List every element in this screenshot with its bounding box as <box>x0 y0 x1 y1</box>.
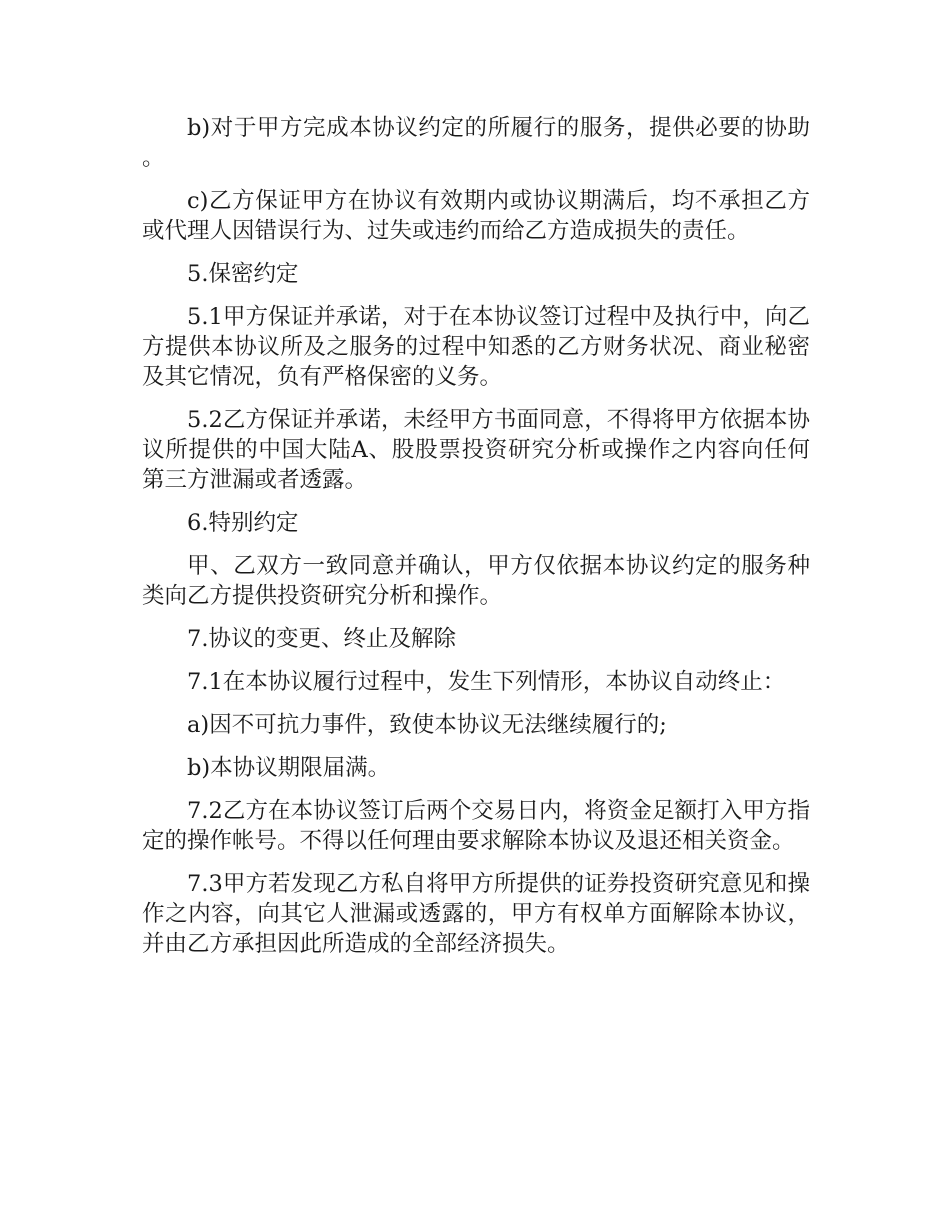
paragraph-7-2: 7.2乙方在本协议签订后两个交易日内，将资金足额打入甲方指定的操作帐号。不得以任何理由要求解除本协议及退还相关资金。 <box>142 798 810 854</box>
section-heading-confidentiality: 5.保密约定 <box>187 261 299 287</box>
section-heading-special-agreement: 6.特别约定 <box>187 510 299 536</box>
paragraph-5-2: 5.2乙方保证并承诺，未经甲方书面同意，不得将甲方依据本协议所提供的中国大陆A、股股票投资研究分析或操作之内容向任何第三方泄漏或者透露。 <box>142 407 810 493</box>
paragraph-7-1: 7.1在本协议履行过程中，发生下列情形，本协议自动终止： <box>187 669 786 695</box>
section-heading-change-termination: 7.协议的变更、终止及解除 <box>187 626 456 652</box>
paragraph-special-agreement: 甲、乙双方一致同意并确认，甲方仅依据本协议约定的服务种类向乙方提供投资研究分析和操作。 <box>142 553 810 609</box>
paragraph-7-1-b: b)本协议期限届满。 <box>187 755 391 781</box>
document-body <box>142 113 810 972</box>
paragraph-7-1-a: a)因不可抗力事件，致使本协议无法继续履行的; <box>187 712 667 738</box>
paragraph-c-liability: c)乙方保证甲方在协议有效期内或协议期满后，均不承担乙方或代理人因错误行为、过失或违约而给乙方造成损失的责任。 <box>142 188 810 244</box>
paragraph-7-3: 7.3甲方若发现乙方私自将甲方所提供的证券投资研究意见和操作之内容，向其它人泄漏或透露的，甲方有权单方面解除本协议，并由乙方承担因此所造成的全部经济损失。 <box>142 871 810 957</box>
paragraph-5-1: 5.1甲方保证并承诺，对于在本协议签订过程中及执行中，向乙方提供本协议所及之服务的过程中知悉的乙方财务状况、商业秘密及其它情况，负有严格保密的义务。 <box>142 304 810 390</box>
paragraph-b-assistance: b)对于甲方完成本协议约定的所履行的服务，提供必要的协助。 <box>142 115 810 171</box>
